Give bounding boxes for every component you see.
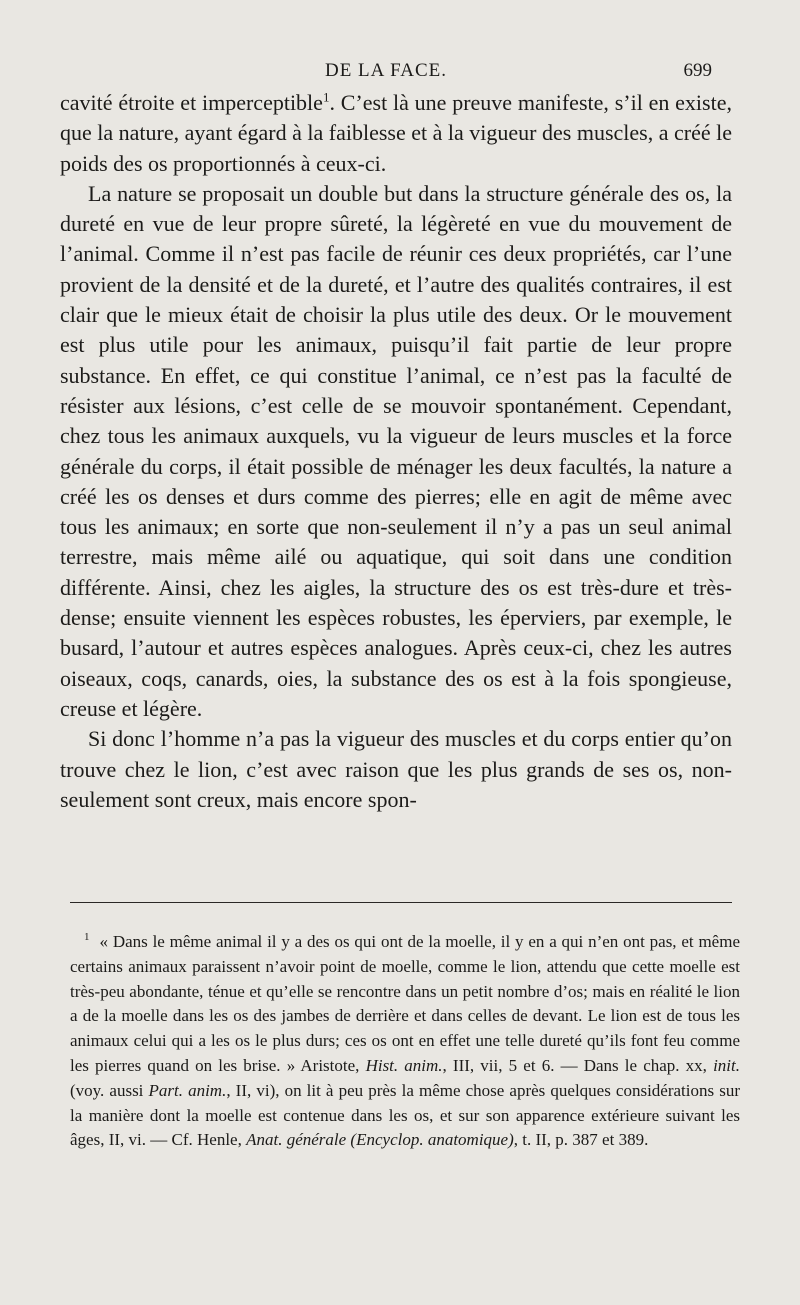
footnote-citation: Anat. générale (Encyclop. anatomique) bbox=[246, 1130, 514, 1150]
page-header bbox=[60, 60, 712, 90]
footnote-citation: Part. anim. bbox=[148, 1080, 227, 1100]
main-text bbox=[60, 88, 732, 815]
footnote-segment: « Dans le même animal il y a des os qui ont de la moelle, il y en a qui n’en ont pas, et même certains animaux paraissent n’avoir point de moelle, comme le lion, attendu que cette moelle est très-peu abondante, ténue et qu’elle se rencontre dans un petit nombre d’os; mais en réalité le lion a de la moelle dans les os des jambes de derrière et dans celles de devant. Le lion est de tous les animaux celui qui a les os le plus durs; ces os ont en effet une telle dureté qu’ils font feu comme les pierres quand on les brise. » Aristote, bbox=[70, 932, 740, 1075]
paragraph: La nature se proposait un double but dans la structure générale des os, la dureté en vue de leur propre sûreté, la légèreté en vue du mouvement de l’animal. Comme il n’est pas facile de réunir ces deux propriétés, car l’une provient de la densité et de la dureté, et l’autre des qualités contraires, il est clair que le mieux était de choisir la plus utile des deux. Or le mouvement est plus utile pour les animaux, puisqu’il fait partie de leur propre substance. En effet, ce qui constitue l’animal, ce n’est pas la faculté de résister aux lésions, c’est celle de se mouvoir spontanément. Cependant, chez tous les animaux auxquels, vu la vigueur de leurs muscles et la force générale du corps, il était possible de ménager les deux facultés, la nature a créé les os denses et durs comme des pierres; elle en agit de même avec tous les animaux; en sorte que non-seulement il n’y a pas un seul animal terrestre, mais même ailé ou aquatique, qui soit dans une condition différente. Ainsi, chez les aigles, la structure des os est très-dure et très-dense; ensuite viennent les espèces robustes, les éperviers, par exemple, le busard, l’autour et autres espèces analogues. Après ceux-ci, chez les autres oiseaux, coqs, canards, oies, la substance des os est à la fois spongieuse, creuse et légère. bbox=[60, 180, 732, 721]
paragraph: Si donc l’homme n’a pas la vigueur des muscles et du corps entier qu’on trouve chez le lion, c’est avec raison que les plus grands de ses os, non-seulement sont creux, mais encore spon- bbox=[60, 726, 732, 812]
footnote-reference: 1 bbox=[322, 89, 330, 105]
footnote bbox=[70, 930, 740, 1153]
footnote-mark: 1 bbox=[84, 931, 90, 944]
paragraph-1-start: cavité étroite et imperceptible bbox=[60, 90, 323, 115]
footnote-separator bbox=[70, 902, 732, 903]
paragraph-continued bbox=[60, 88, 732, 179]
paragraph-1-end: . C’est là une preuve manifeste, s’il en existe, que la nature, ayant égard à la faiblesse et à la vigueur des muscles, a créé le poids des os proportionnés à ceux-ci. bbox=[60, 90, 732, 176]
running-title: DE LA FACE. bbox=[324, 60, 447, 81]
footnote-segment: , II, vi), on lit à peu près la même chose après quelques considérations sur la manière dont la moelle est contenue dans les os, et sur son apparence extérieure suivant les âges, II, vi. — Cf. Henle, bbox=[70, 1080, 740, 1150]
footnote-citation: init. bbox=[713, 1055, 740, 1075]
footnote-segment: (voy. aussi bbox=[70, 1080, 149, 1100]
footnote-citation: Hist. anim. bbox=[365, 1055, 443, 1075]
footnote-text bbox=[70, 930, 740, 1153]
footnote-segment: , t. II, p. 387 et 389. bbox=[513, 1130, 649, 1150]
footnote-segment: , III, vii, 5 et 6. — Dans le chap. xx, bbox=[442, 1055, 714, 1075]
page-number: 699 bbox=[683, 60, 712, 81]
